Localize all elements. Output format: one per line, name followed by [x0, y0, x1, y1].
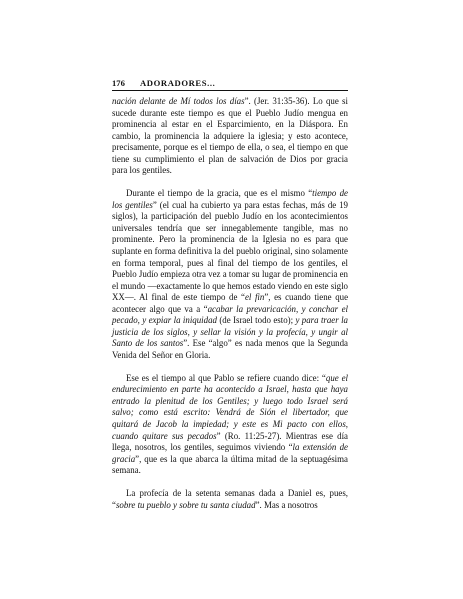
text-span: el fin — [244, 292, 265, 303]
paragraph-pablo — [112, 373, 348, 477]
text-span: Durante el tiempo de la gracia, que es el mismo “ — [126, 188, 313, 199]
text-span: la extensión de gracia — [112, 442, 348, 464]
text-span: sobre tu pueblo y sobre tu santa ciudad — [115, 499, 256, 510]
paragraph-continuation — [112, 96, 348, 177]
text-span: La profecía de la setenta semanas dada a Daniel es, pues, “ — [112, 488, 348, 510]
header-rule — [112, 90, 348, 91]
text-span: ”. Ese “algo” es nada menos que la Segunda Venida del Señor en Gloria. — [112, 338, 348, 360]
text-span: acabar la prevaricación, y conchar el pecado, y expiar la iniquidad — [112, 303, 348, 326]
text-span: ”. Mas a nosotros — [255, 499, 318, 510]
text-span: ”. (Jer. 31:35-36). Lo que si sucede durante este tiempo es que el Pueblo Judío mengua en prominencia al estar en el Esparcimiento, en la Diáspora. En cambio, la prominencia la adquiere la iglesia; y esto acontece, precisamente, porque es el tiempo de ella, o sea, el tiempo en que tiene su cumplimiento el plan de salvación de Dios por gracia para los gentiles. — [112, 96, 348, 176]
running-header — [112, 75, 348, 91]
paragraph-tiempo-gracia — [112, 188, 348, 361]
text-span: y para traer la justicia de los siglos, y sellar la visión y la profecía, y ungir al Santo de los santos — [112, 315, 348, 349]
page-number: 176 — [112, 78, 125, 88]
text-span: ” (el cual ha cubierto ya para estas fechas, más de 19 siglos), la participación del pueblo Judío en los acontecimientos universales tendría que ser innegablemente tangible, mas no prominente. Pero la prominencia de la Iglesia no es para que suplante en forma definitiva la del pueblo original, sino solamente en forma temporal, pues al final del tiempo de los gentiles, el Pueblo Judío empieza otra vez a tomar su lugar de prominencia en el mundo —exactamente lo que hemos estado viendo en este siglo XX—. Al final de este tiempo de “ — [112, 199, 348, 303]
text-span: Ese es el tiempo al que Pablo se refiere cuando dice: “ — [126, 372, 326, 383]
text-span: ”, es cuando tiene que acontecer algo que va a “ — [112, 292, 349, 314]
text-span: nación delante de Mí todos los días — [112, 96, 245, 106]
paragraph-profecia — [112, 488, 348, 511]
text-span: que el endurecimiento en parte ha acontecido a Israel, hasta que haya entrado la plenitud de los Gentiles; y luego todo Israel será salvo; como está escrito: Vendrá de Sión el libertador, que quitará de Jacob la impiedad; y este es Mi pacto con ellos, cuando quitare sus pecados — [112, 372, 348, 441]
body-text — [112, 96, 348, 511]
text-span: (de Israel todo esto); — [216, 315, 296, 326]
text-span: tiempo de los gentiles — [112, 188, 348, 210]
text-span: ” (Ro. 11:25-27). Mientras ese día llega, nosotros, los gentiles, seguimos viviendo “ — [112, 430, 348, 453]
running-title: ADORADORES... — [140, 78, 216, 88]
text-span: ”, que es la que abarca la última mitad de la septuagésima semana. — [112, 453, 348, 476]
